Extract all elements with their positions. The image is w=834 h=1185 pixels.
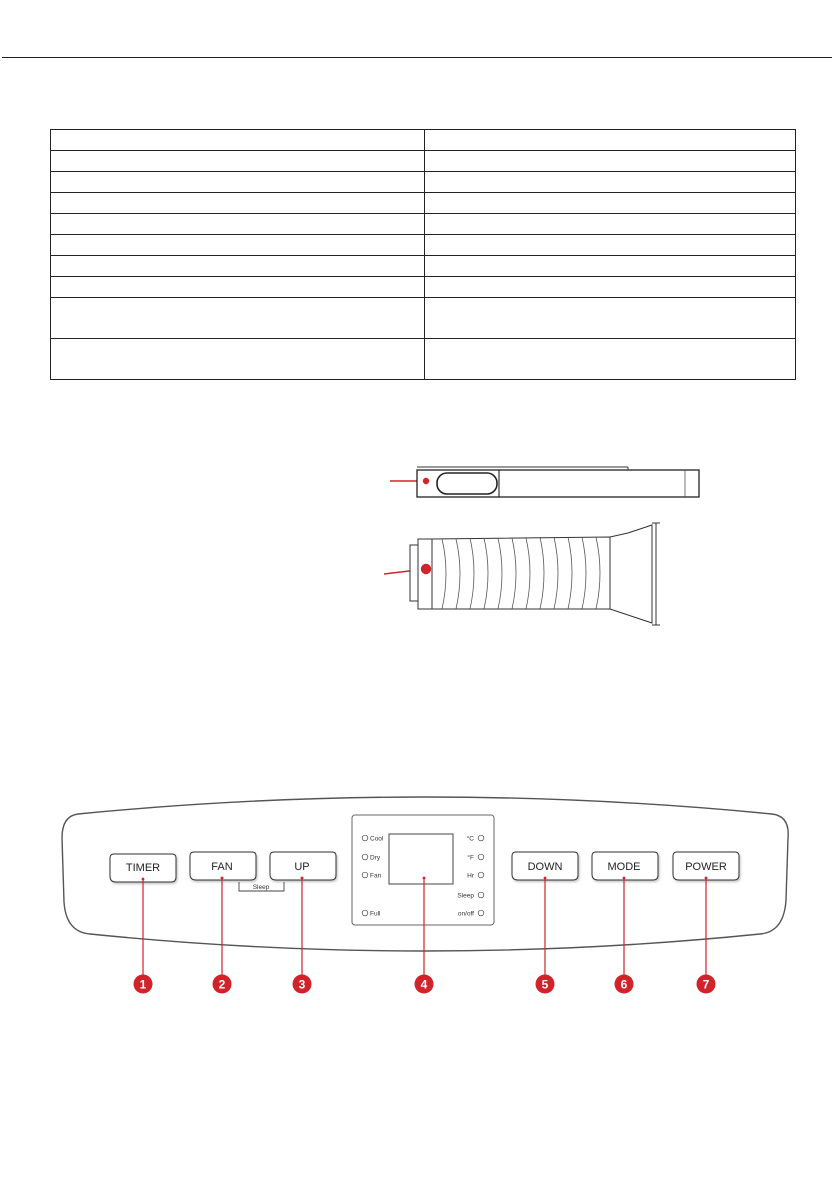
table-row — [51, 235, 796, 256]
table-cell — [51, 235, 425, 256]
table-cell — [51, 277, 425, 298]
table-row — [51, 193, 796, 214]
callout-dot — [423, 478, 429, 484]
up-button[interactable] — [270, 852, 336, 880]
table-cell — [425, 256, 796, 277]
svg-text:7: 7 — [702, 977, 710, 992]
sleep-combo-label: Sleep — [252, 884, 270, 891]
svg-text:1: 1 — [139, 977, 147, 992]
table-row — [51, 256, 796, 277]
button-label: MODE — [607, 861, 641, 873]
exhaust-hose-figure — [380, 515, 680, 630]
indicator-label: Dry — [370, 854, 381, 862]
indicator-label: °F — [467, 854, 474, 862]
indicator-label: °C — [466, 835, 474, 843]
table-row — [51, 151, 796, 172]
table-cell — [51, 172, 425, 193]
callout-dot — [421, 564, 431, 574]
table-cell — [51, 151, 425, 172]
badge-1 — [134, 975, 153, 994]
power-button[interactable] — [673, 852, 739, 880]
table-row — [51, 130, 796, 151]
button-label: DOWN — [527, 861, 563, 873]
svg-text:3: 3 — [298, 977, 306, 992]
svg-text:4: 4 — [420, 977, 428, 992]
badge-3 — [293, 975, 312, 994]
table-cell — [425, 151, 796, 172]
table-cell — [425, 214, 796, 235]
indicator-label: on/off — [457, 910, 474, 918]
table-cell — [425, 172, 796, 193]
window-adapter — [610, 525, 652, 623]
table-row — [51, 298, 796, 339]
lcd-screen — [389, 834, 453, 884]
button-label: FAN — [211, 861, 233, 873]
badge-4 — [415, 975, 434, 994]
control-panel-figure — [60, 782, 790, 1002]
table-row — [51, 277, 796, 298]
indicator-label: Sleep — [457, 892, 474, 900]
badge-6 — [615, 975, 634, 994]
table-row — [51, 214, 796, 235]
table-cell — [51, 193, 425, 214]
table-cell — [51, 298, 425, 339]
indicator-label: Fan — [370, 872, 382, 880]
table-cell — [425, 235, 796, 256]
button-label: TIMER — [125, 862, 161, 874]
table-cell — [425, 130, 796, 151]
table-cell — [51, 214, 425, 235]
button-label: POWER — [685, 861, 727, 873]
badge-5 — [536, 975, 555, 994]
svg-text:5: 5 — [541, 977, 549, 992]
indicator-label: Hr — [467, 872, 474, 880]
hose-body — [432, 537, 610, 609]
indicator-label: Cool — [370, 835, 384, 843]
badge-2 — [213, 975, 232, 994]
table-cell — [51, 130, 425, 151]
table-cell — [51, 256, 425, 277]
indicator-label: Full — [370, 910, 381, 918]
header-rule — [2, 57, 832, 58]
slider-opening — [437, 473, 497, 494]
table-cell — [425, 298, 796, 339]
button-label: UP — [294, 861, 310, 873]
hose-end-connector — [410, 545, 418, 601]
table-row — [51, 339, 796, 380]
window-slider-figure — [380, 455, 710, 505]
svg-text:2: 2 — [218, 977, 226, 992]
display-panel — [352, 815, 494, 925]
specification-table — [50, 129, 796, 380]
fan-button[interactable] — [190, 852, 256, 880]
table-cell — [425, 277, 796, 298]
table-row — [51, 172, 796, 193]
table-cell — [51, 339, 425, 380]
svg-text:6: 6 — [620, 977, 628, 992]
table-cell — [425, 339, 796, 380]
mode-button[interactable] — [592, 852, 658, 880]
table-cell — [425, 193, 796, 214]
badge-7 — [697, 975, 716, 994]
down-button[interactable] — [512, 852, 578, 880]
timer-button[interactable] — [110, 854, 176, 882]
